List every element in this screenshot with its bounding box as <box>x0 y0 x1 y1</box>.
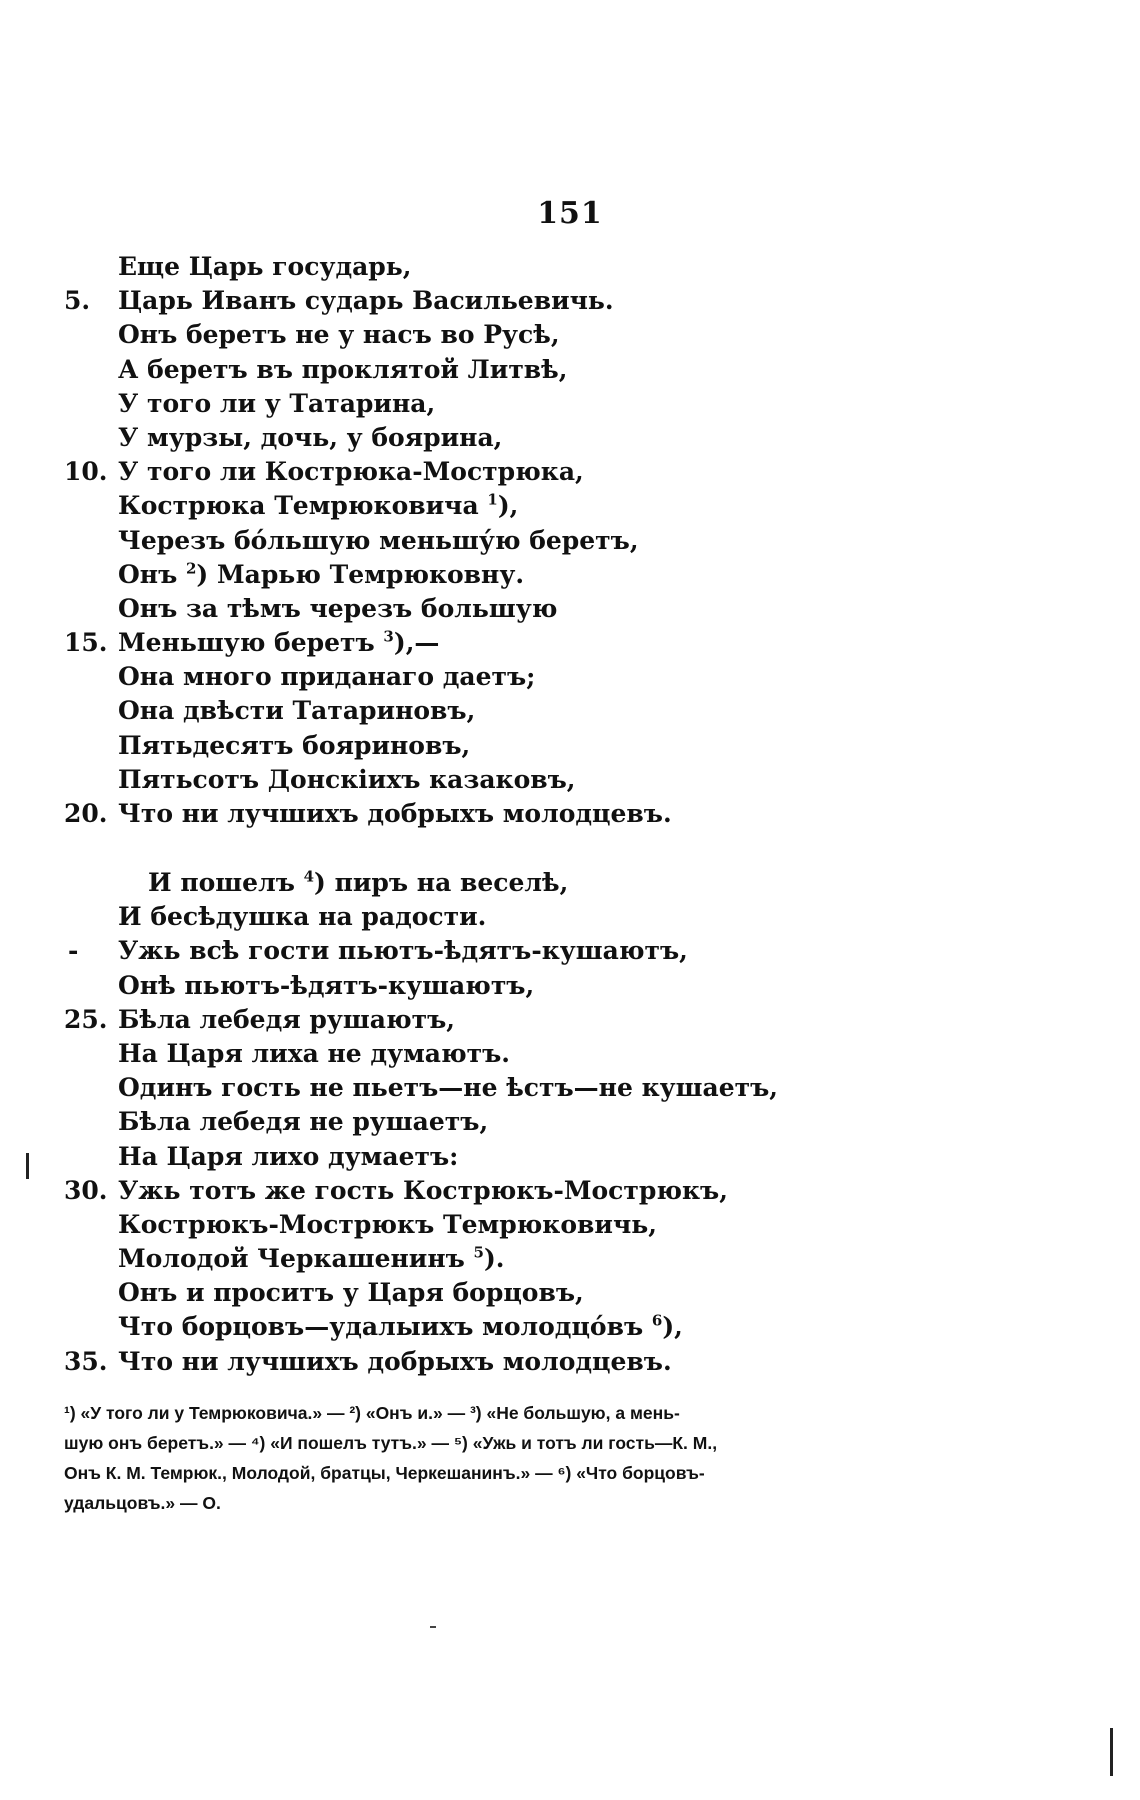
poem-stanza-1 <box>0 250 1140 831</box>
line-text <box>118 660 535 694</box>
line-text <box>118 797 672 831</box>
line-text <box>118 387 435 421</box>
line-text <box>118 626 439 660</box>
line-text-main: Она много приданаго даетъ; <box>118 662 536 692</box>
line-text <box>118 1310 683 1344</box>
line-text <box>118 353 567 387</box>
line-text <box>118 1140 458 1174</box>
line-text <box>118 558 524 592</box>
poem-line <box>0 558 1140 592</box>
line-text <box>118 524 639 558</box>
footnote-ref: 3 <box>383 627 394 646</box>
line-text-main: Пятьсотъ Донскіихъ казаковъ, <box>118 764 576 794</box>
footnote-line: шую онъ беретъ.» — ⁴) «И пошелъ тутъ.» — ⁵) «Ужь и тотъ ли гость—К. М., <box>64 1433 718 1453</box>
footnote-line: Онъ К. М. Темрюк., Молодой, братцы, Черкешанинъ.» — ⁶) «Что борцовъ- <box>64 1463 705 1483</box>
line-number: 20. <box>64 799 108 828</box>
line-text <box>118 489 518 523</box>
line-text <box>118 1276 584 1310</box>
margin-mark <box>1110 1728 1113 1776</box>
line-text-main: И пошелъ <box>148 868 295 897</box>
line-text-tail: ),— <box>393 628 440 658</box>
line-text-tail: ). <box>483 1244 505 1274</box>
line-text-main: Бѣла лебедя рушаютъ, <box>118 1004 455 1034</box>
line-text-main: Онъ <box>118 559 178 589</box>
poem-line <box>0 626 1140 660</box>
line-text <box>118 421 502 455</box>
footnote-line: удальцовъ.» — О. <box>64 1493 221 1513</box>
margin-mark <box>26 1153 29 1179</box>
line-text-tail: ) пиръ на веселѣ, <box>314 868 569 897</box>
line-text-main: У мурзы, дочь, у боярина, <box>118 422 503 452</box>
poem-line <box>0 660 1140 694</box>
line-text-main: Кострюка Темрюковича <box>118 491 479 521</box>
line-text <box>118 318 560 352</box>
line-text <box>118 1174 728 1208</box>
line-number: 25. <box>64 1004 108 1034</box>
poem-line <box>0 387 1140 421</box>
line-number: 35. <box>64 1346 108 1376</box>
line-text-main: Меньшую беретъ <box>118 628 375 658</box>
line-text-main: Онъ беретъ не у насъ во Русѣ, <box>118 320 560 350</box>
line-text-main: Царь Иванъ сударь Васильевичь. <box>118 286 614 316</box>
line-number: 5. <box>64 286 91 316</box>
footnote-ref: 4 <box>303 867 315 886</box>
poem-line <box>0 763 1140 797</box>
line-text-main: У того ли Кострюка-Мострюка, <box>118 457 584 487</box>
poem-line <box>0 1140 1140 1174</box>
poem-line <box>0 1071 1140 1105</box>
poem-line <box>0 1174 1140 1208</box>
poem-line <box>0 1105 1140 1139</box>
line-text-main: Еще Царь государь, <box>118 252 412 281</box>
line-text-main: Черезъ бо́льшую меньшу́ю беретъ, <box>118 525 639 555</box>
line-number: 10. <box>64 457 108 487</box>
poem-line <box>0 1208 1140 1242</box>
line-text <box>118 455 584 489</box>
line-text-main: На Царя лиха не думаютъ. <box>118 1038 511 1068</box>
line-text-main: Кострюкъ-Мострюкъ Темрюковичь, <box>118 1209 657 1239</box>
margin-mark <box>430 1626 436 1628</box>
line-text-main: На Царя лихо думаетъ: <box>118 1141 459 1171</box>
line-text-main: Ужь всѣ гости пьютъ-ѣдятъ-кушаютъ, <box>118 936 688 966</box>
line-text <box>118 1037 510 1071</box>
poem-line <box>0 866 1140 900</box>
line-text-main: Молодой Черкашенинъ <box>118 1244 465 1274</box>
footnote-ref: 1 <box>487 490 498 509</box>
poem-line <box>0 1242 1140 1276</box>
line-text <box>118 1208 657 1242</box>
poem-line <box>0 353 1140 387</box>
poem-line <box>0 1037 1140 1071</box>
line-text-main: Онъ и проситъ у Царя борцовъ, <box>118 1278 584 1308</box>
poem-line <box>0 797 1140 831</box>
line-text-main: У того ли у Татарина, <box>118 388 436 418</box>
footnotes <box>64 1398 804 1518</box>
line-text-tail: ), <box>662 1312 683 1342</box>
poem-stanza-2 <box>0 866 1140 1379</box>
poem-line <box>0 421 1140 455</box>
poem-line <box>0 592 1140 626</box>
line-text <box>118 1105 488 1139</box>
line-text-tail: ) Марью Темрюковну. <box>196 559 525 589</box>
line-text <box>118 694 475 728</box>
line-text-main: Что ни лучшихъ добрыхъ молодцевъ. <box>118 1346 672 1376</box>
margin-dash: - <box>68 936 79 966</box>
footnote-line: ¹) «У того ли у Темрюковича.» — ²) «Онъ и.» — ³) «Не большую, а мень- <box>64 1403 680 1423</box>
line-text <box>118 934 688 968</box>
poem-line <box>0 1003 1140 1037</box>
line-text-main: Ужь тотъ же гость Кострюкъ-Мострюкъ, <box>118 1175 728 1205</box>
line-text-main: А беретъ въ проклятой Литвѣ, <box>118 354 568 384</box>
poem-line <box>0 934 1140 968</box>
line-number: 15. <box>64 628 108 658</box>
poem-line <box>0 969 1140 1003</box>
line-text-main: Она двѣсти Татариновъ, <box>118 696 476 726</box>
poem-line <box>0 284 1140 318</box>
poem-line <box>0 489 1140 523</box>
line-text-main: Пятьдесятъ бояриновъ, <box>118 730 471 760</box>
line-text-main: Онъ за тѣмъ черезъ большую <box>118 593 558 623</box>
poem-line <box>0 524 1140 558</box>
line-text <box>148 866 568 900</box>
footnote-ref: 5 <box>473 1243 484 1262</box>
line-text <box>118 284 614 318</box>
line-text <box>118 729 470 763</box>
footnote-ref: 2 <box>185 559 197 578</box>
footnote-ref: 6 <box>651 1312 663 1331</box>
poem-line <box>0 694 1140 728</box>
page-number: 151 <box>537 196 603 231</box>
poem-line <box>0 1276 1140 1310</box>
poem-line <box>0 900 1140 934</box>
poem-line <box>0 250 1140 284</box>
line-text-main: И бесѣдушка на радости. <box>118 902 487 932</box>
line-text-main: Что ни лучшихъ добрыхъ молодцевъ. <box>118 799 672 828</box>
line-text-main: Бѣла лебедя не рушаетъ, <box>118 1107 489 1137</box>
line-text-main: Одинъ гость не пьетъ—не ѣстъ—не кушаетъ, <box>118 1073 778 1103</box>
poem-line <box>0 318 1140 352</box>
line-number: 30. <box>64 1175 108 1205</box>
poem-line <box>0 455 1140 489</box>
line-text-tail: ), <box>497 491 519 521</box>
poem-line <box>0 729 1140 763</box>
line-text <box>118 250 411 284</box>
line-text <box>118 1071 778 1105</box>
line-text <box>118 592 557 626</box>
line-text <box>118 900 486 934</box>
poem-line <box>0 1345 1140 1379</box>
line-text-main: Что борцовъ—удалыихъ молодцо́въ <box>118 1312 644 1342</box>
line-text <box>118 763 576 797</box>
line-text <box>118 1003 455 1037</box>
line-text-main: Онѣ пьютъ-ѣдятъ-кушаютъ, <box>118 970 535 1000</box>
line-text <box>118 1345 672 1379</box>
line-text <box>118 1242 505 1276</box>
poem-line <box>0 1310 1140 1344</box>
line-text <box>118 969 534 1003</box>
